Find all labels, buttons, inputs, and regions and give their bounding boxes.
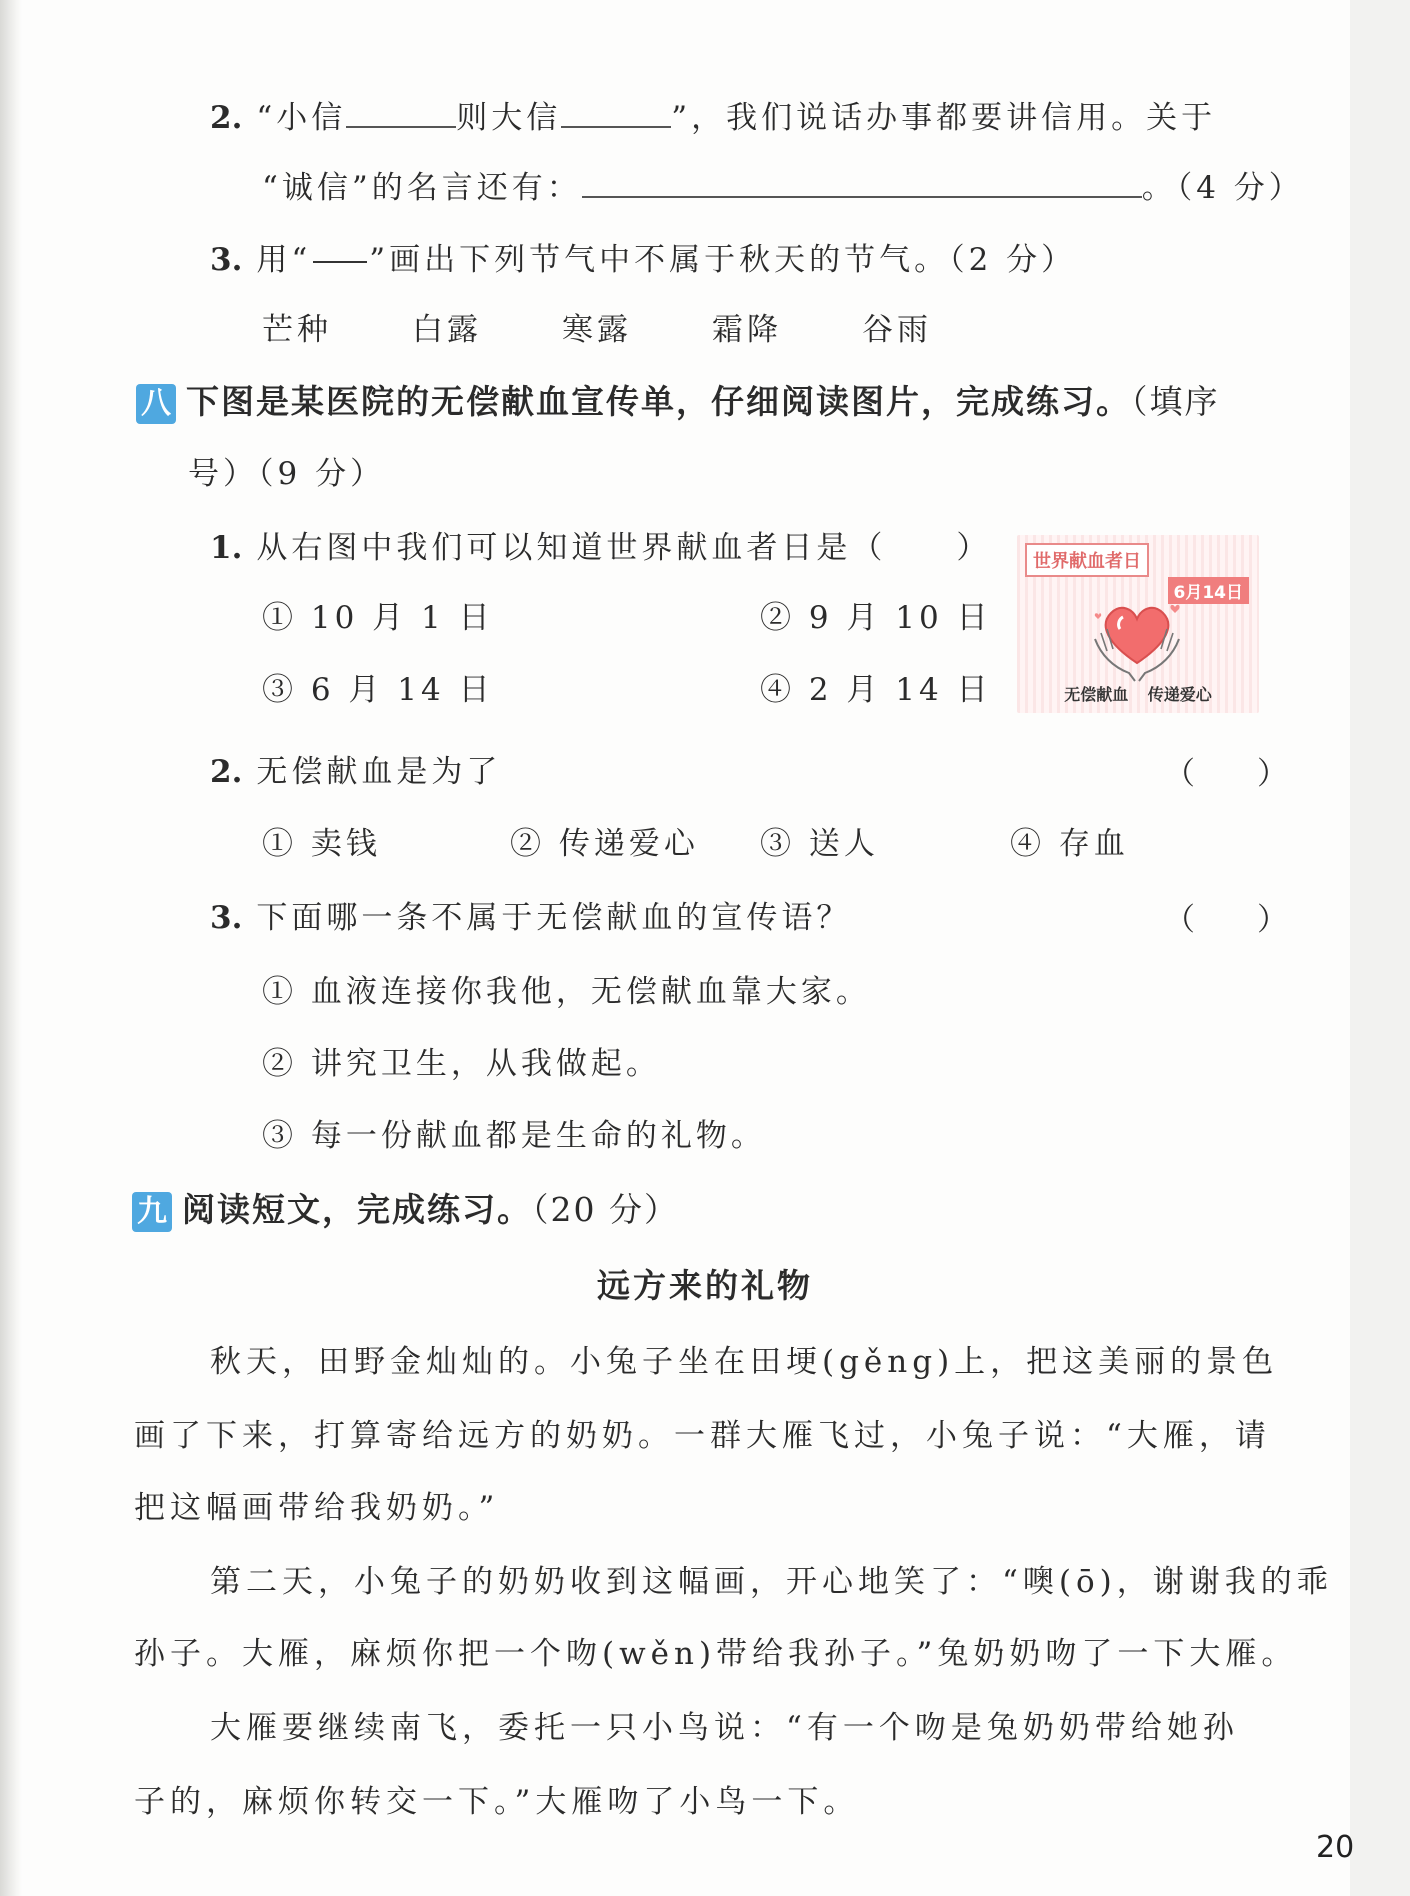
s7-q2-number: 2. xyxy=(210,100,243,136)
s8-q1-option-a[interactable]: ① 10 月 1 日 xyxy=(262,600,494,636)
s8-q3-text: 下面哪一条不属于无偿献血的宣传语？ xyxy=(256,900,852,936)
story-title: 远方来的礼物 xyxy=(597,1266,813,1305)
s7-q3-number: 3. xyxy=(210,242,243,278)
s8-q2-number: 2. xyxy=(210,754,243,790)
s7-q2-part2: 则大信 xyxy=(456,100,562,136)
s8-q1-text: 从右图中我们可以知道世界献血者日是（ ） xyxy=(256,530,992,566)
section-8-heading xyxy=(136,376,1220,424)
story-line: 孙子。大雁，麻烦你把一个吻(wěn)带给我孙子。”兔奶奶吻了一下大雁。 xyxy=(134,1636,1298,1672)
page-number: 20 xyxy=(1316,1830,1355,1865)
solar-terms-row xyxy=(262,304,1012,349)
heart-in-hands-icon xyxy=(1087,593,1187,683)
s8-q2-option-a[interactable]: ① 卖钱 xyxy=(262,826,381,862)
blank-3[interactable] xyxy=(582,166,1142,198)
story-line: 画了下来，打算寄给远方的奶奶。一群大雁飞过，小兔子说：“大雁，请 xyxy=(134,1418,1271,1454)
s8-q2-option-d[interactable]: ④ 存血 xyxy=(1010,826,1129,862)
solar-term[interactable]: 白露 xyxy=(412,312,482,348)
s8-q2-option-c[interactable]: ③ 送人 xyxy=(760,826,879,862)
section-8-title: 下图是某医院的无偿献血宣传单，仔细阅读图片，完成练习。 xyxy=(186,382,1131,421)
s8-q1-number: 1. xyxy=(210,530,243,566)
s7-q2-part1: “小信 xyxy=(256,100,347,136)
s8-q3-option-1[interactable]: ① 血液连接你我他，无偿献血靠大家。 xyxy=(262,974,871,1010)
s8-q1-option-d[interactable]: ④ 2 月 14 日 xyxy=(760,672,992,708)
blood-donation-poster xyxy=(1017,535,1259,713)
s8-q2-text: 无偿献血是为了 xyxy=(256,754,502,790)
s8-q1-option-c[interactable]: ③ 6 月 14 日 xyxy=(262,672,494,708)
s8-q3-option-2[interactable]: ② 讲究卫生，从我做起。 xyxy=(262,1046,661,1082)
story-line: 把这幅画带给我奶奶。” xyxy=(134,1490,500,1526)
poster-slogan: 无偿献血 传递爱心 xyxy=(1064,685,1212,704)
s8-q3-line xyxy=(210,892,851,937)
story-line: 大雁要继续南飞，委托一只小鸟说：“有一个吻是兔奶奶带给她孙 xyxy=(210,1710,1239,1746)
story-line: 第二天，小兔子的奶奶收到这幅画，开心地笑了：“噢(ō)，谢谢我的乖 xyxy=(210,1564,1333,1600)
blank-2[interactable] xyxy=(561,96,671,128)
solar-term[interactable]: 霜降 xyxy=(712,312,782,348)
section-8-badge: 八 xyxy=(136,384,176,424)
s8-q2-answer-parens[interactable]: （ ） xyxy=(1164,756,1288,792)
blank-1[interactable] xyxy=(346,96,456,128)
s8-q1-line xyxy=(210,522,991,567)
s8-q2-line xyxy=(210,746,501,791)
s8-q2-option-b[interactable]: ② 传递爱心 xyxy=(510,826,699,862)
s8-q1-option-b[interactable]: ② 9 月 10 日 xyxy=(760,600,992,636)
s7-q2-line2-prefix: “诚信”的名言还有： xyxy=(262,170,582,206)
section-9-heading xyxy=(132,1184,679,1232)
solar-term[interactable]: 寒露 xyxy=(562,312,632,348)
story-line: 子的，麻烦你转交一下。”大雁吻了小鸟一下。 xyxy=(134,1784,860,1820)
section-9-title: 阅读短文，完成练习。 xyxy=(182,1190,532,1229)
s7-q3-line xyxy=(210,234,1076,279)
poster-date: 6月14日 xyxy=(1168,577,1250,604)
s7-q2-part3: ”，我们说话办事都要讲信用。关于 xyxy=(671,100,1217,136)
story-line: 秋天，田野金灿灿的。小兔子坐在田埂(gěng)上，把这美丽的景色 xyxy=(210,1344,1279,1380)
poster-title: 世界献血者日 xyxy=(1025,543,1149,577)
page-fold-shadow xyxy=(0,0,22,1896)
s8-q3-number: 3. xyxy=(210,900,243,936)
solar-term[interactable]: 谷雨 xyxy=(862,312,932,348)
s7-q2-line2 xyxy=(262,162,1304,207)
s7-q2-line2-suffix: 。（4 分） xyxy=(1141,170,1304,206)
s7-q3-suffix: ”画出下列节气中不属于秋天的节气。（2 分） xyxy=(369,242,1077,278)
solar-term[interactable]: 芒种 xyxy=(262,312,332,348)
underline-mark xyxy=(313,261,367,263)
s7-q2-line1 xyxy=(210,92,1216,137)
section-9-title-suffix: （20 分） xyxy=(532,1190,679,1229)
section-9-badge: 九 xyxy=(132,1192,172,1232)
section-8-title-suffix: （填序 xyxy=(1131,382,1220,421)
s8-q3-answer-parens[interactable]: （ ） xyxy=(1164,902,1288,938)
s8-q3-option-3[interactable]: ③ 每一份献血都是生命的礼物。 xyxy=(262,1118,766,1154)
section-8-heading-line2: 号）（9 分） xyxy=(188,456,386,492)
s7-q3-prefix: 用“ xyxy=(256,242,312,278)
